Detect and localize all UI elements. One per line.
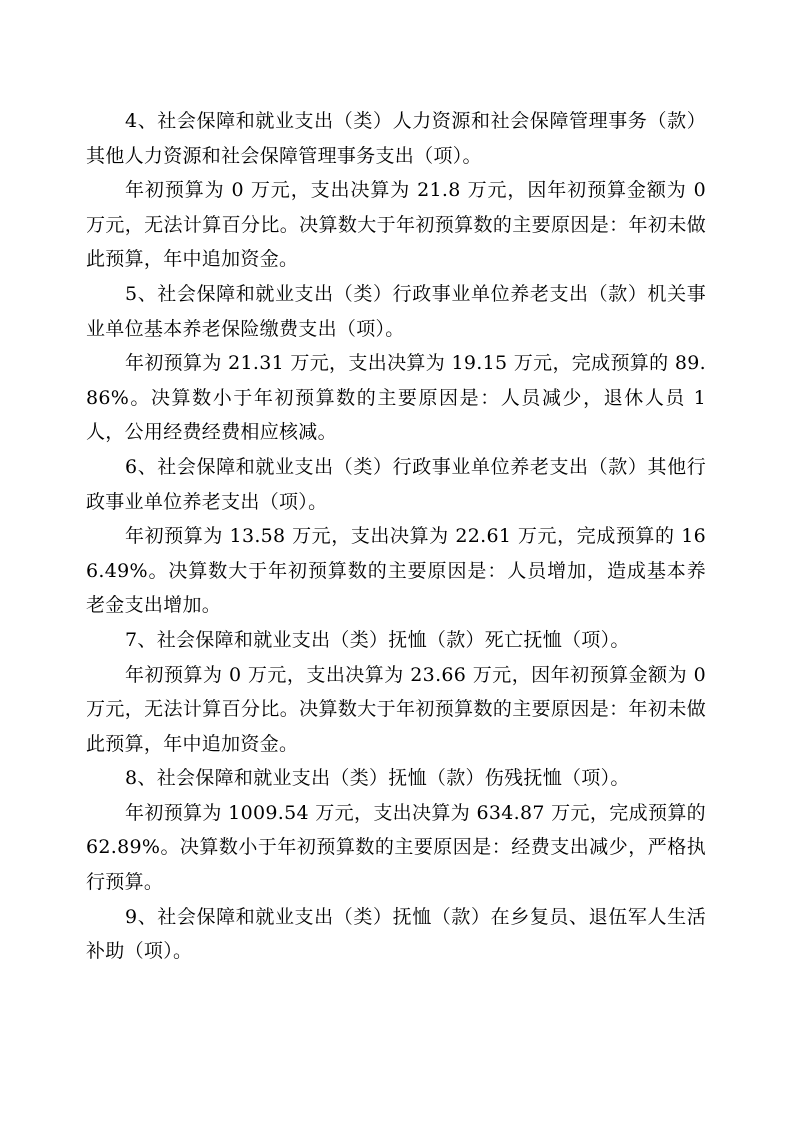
item-6-heading: 6、社会保障和就业支出（类）行政事业单位养老支出（款）其他行政事业单位养老支出（项）。 (86, 455, 706, 513)
item-6-explanation: 年初预算为 13.58 万元，支出决算为 22.61 万元，完成预算的 166.49%。决算数大于年初预算数的主要原因是：人员增加，造成基本养老金支出增加。 (86, 525, 706, 617)
document-body (86, 104, 706, 969)
item-4-explanation: 年初预算为 0 万元，支出决算为 21.8 万元，因年初预算金额为 0 万元，无法计算百分比。决算数大于年初预算数的主要原因是：年初未做此预算，年中追加资金。 (86, 179, 706, 271)
item-5-explanation: 年初预算为 21.31 万元，支出决算为 19.15 万元，完成预算的 89.86%。决算数小于年初预算数的主要原因是：人员减少，退休人员 1 人，公用经费经费相应核减。 (86, 352, 706, 444)
item-4-heading: 4、社会保障和就业支出（类）人力资源和社会保障管理事务（款）其他人力资源和社会保障管理事务支出（项）。 (86, 110, 706, 167)
item-8-heading: 8、社会保障和就业支出（类）抚恤（款）伤残抚恤（项）。 (125, 767, 630, 790)
item-8-explanation: 年初预算为 1009.54 万元，支出决算为 634.87 万元，完成预算的 62.89%。决算数小于年初预算数的主要原因是：经费支出减少，严格执行预算。 (86, 801, 706, 894)
item-5-heading: 5、社会保障和就业支出（类）行政事业单位养老支出（款）机关事业单位基本养老保险缴费支出（项）。 (86, 282, 706, 340)
item-9-heading: 9、社会保障和就业支出（类）抚恤（款）在乡复员、退伍军人生活补助（项）。 (86, 905, 706, 963)
item-7-explanation: 年初预算为 0 万元，支出决算为 23.66 万元，因年初预算金额为 0 万元，无法计算百分比。决算数大于年初预算数的主要原因是：年初未做此预算，年中追加资金。 (86, 663, 706, 755)
item-7-heading: 7、社会保障和就业支出（类）抚恤（款）死亡抚恤（项）。 (125, 628, 630, 651)
